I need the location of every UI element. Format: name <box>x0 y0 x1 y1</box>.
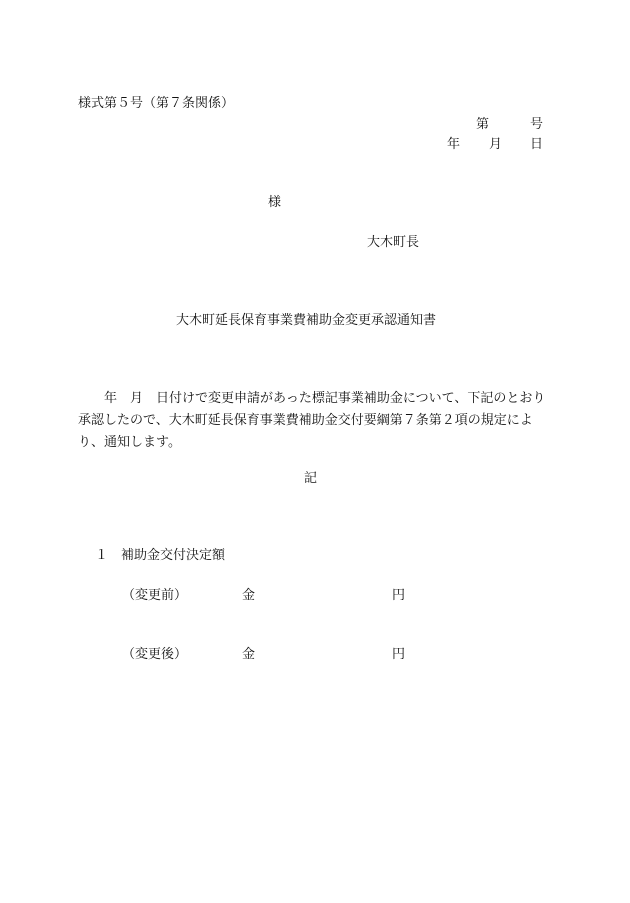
date-month: 月 <box>489 137 503 152</box>
after-label: （変更後） <box>122 647 188 662</box>
document-number-prefix: 第 <box>476 117 490 132</box>
sender-name: 大木町長 <box>367 235 420 250</box>
after-currency-prefix: 金 <box>242 647 256 662</box>
before-currency-prefix: 金 <box>242 588 256 603</box>
item1-label: １ 補助金交付決定額 <box>95 548 226 563</box>
document-title: 大木町延長保育事業費補助金変更承認通知書 <box>176 313 437 328</box>
document-number-suffix: 号 <box>530 117 544 132</box>
date-day: 日 <box>530 137 544 152</box>
body-paragraph: 年 月 日付けで変更申請があった標記事業補助金について、下記のとおり承認したので、大木町延長保育事業費補助金交付要綱第７条第２項の規定により、通知します。 <box>78 391 546 450</box>
date-year: 年 <box>447 137 461 152</box>
ki-marker: 記 <box>304 471 318 486</box>
before-label: （変更前） <box>122 588 188 603</box>
before-currency-suffix: 円 <box>392 588 406 603</box>
addressee-honorific: 様 <box>268 195 282 210</box>
after-currency-suffix: 円 <box>392 647 406 662</box>
form-number: 様式第５号（第７条関係） <box>78 96 235 111</box>
